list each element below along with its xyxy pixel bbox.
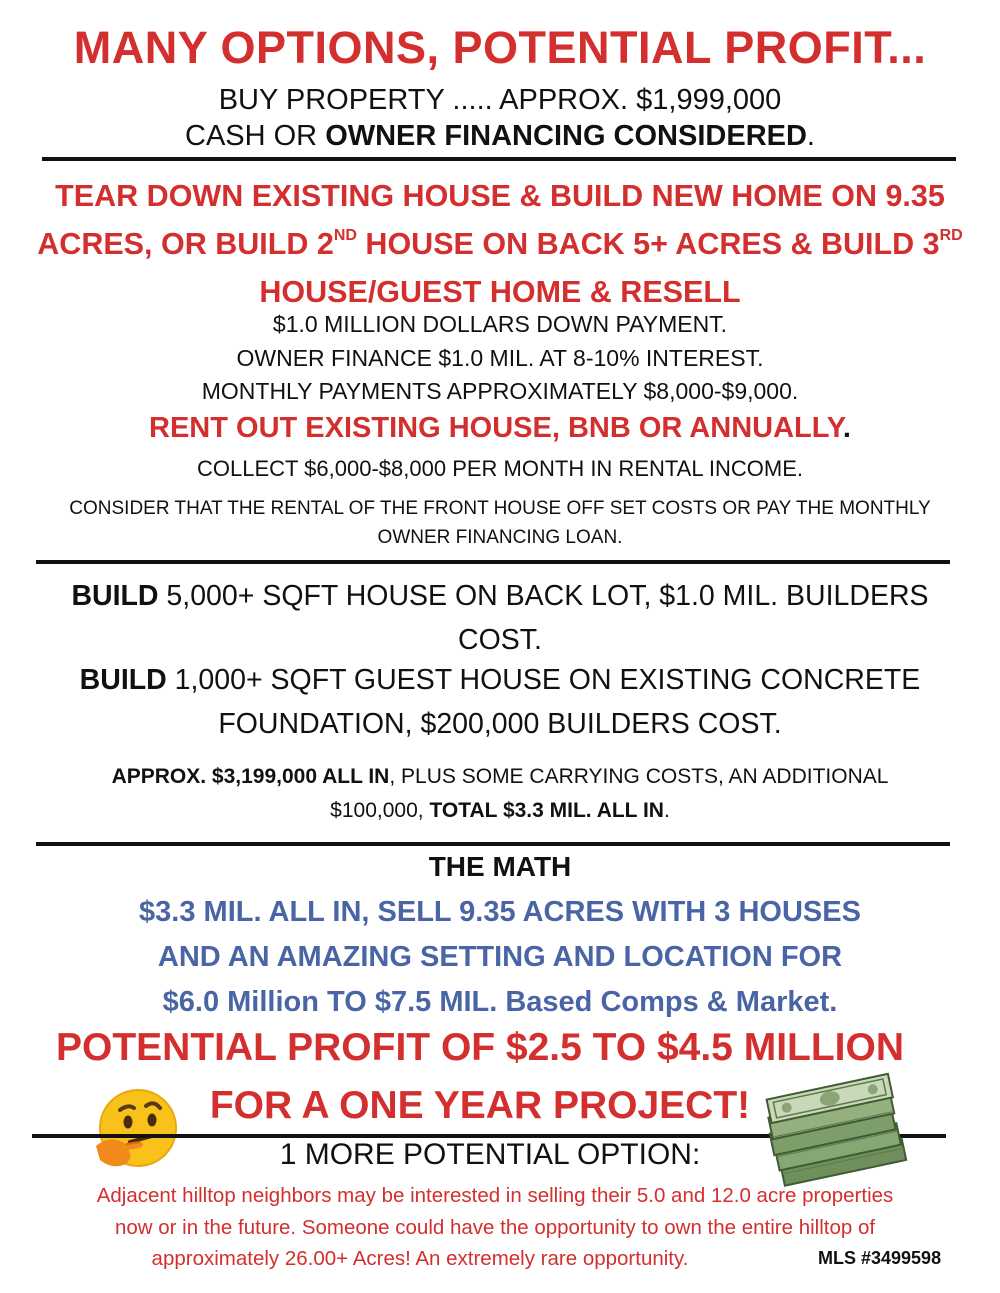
teardown-line-2a: ACRES, OR BUILD 2 [37,227,334,261]
math-line-3: $6.0 Million TO $7.5 MIL. Based Comps & Market. [162,986,838,1018]
build-guest-line-1 [30,658,970,702]
math-line-1: $3.3 MIL. ALL IN, SELL 9.35 ACRES WITH 3 HOUSES [139,896,861,928]
adjacent-neighbors-note [40,1180,950,1275]
math-line-2: AND AN AMAZING SETTING AND LOCATION FOR [157,941,843,973]
teardown-line-3: HOUSE/GUEST HOME & RESELL [259,275,741,309]
build-label: BUILD [71,580,159,612]
monthly-payments-line: MONTHLY PAYMENTS APPROXIMATELY $8,000-$9,000. [201,378,799,404]
divider-3 [36,842,950,846]
approx-line-2 [40,794,960,828]
rental-income-line: COLLECT $6,000-$8,000 PER MONTH IN RENTAL INCOME. [197,456,803,481]
mls-number: MLS #3499598 [818,1248,942,1268]
approx-bold: APPROX. $3,199,000 ALL IN [111,765,390,788]
buy-price-line: BUY PROPERTY ..... APPROX. $1,999,000 [218,84,782,116]
one-year-project-line: FOR A ONE YEAR PROJECT! [209,1084,751,1127]
cash-suffix: . [806,120,815,152]
page-title: MANY OPTIONS, POTENTIAL PROFIT... [73,22,927,73]
build-guest-house [30,658,970,746]
build-main-house [30,574,970,662]
consider-note [40,494,960,552]
money-stack-icon [760,1064,910,1192]
owner-financing-text: OWNER FINANCING CONSIDERED [325,120,807,152]
build-label: BUILD [79,664,167,696]
approx-additional: $100,000, [330,799,430,822]
consider-line-2: OWNER FINANCING LOAN. [377,527,623,548]
ordinal-rd: RD [939,227,963,244]
cash-financing-line [0,120,1000,153]
more-option-heading: 1 MORE POTENTIAL OPTION: [279,1138,701,1171]
approx-end: . [663,799,670,822]
cash-prefix: CASH OR [185,120,326,152]
adjacent-line-3: approximately 26.00+ Acres! An extremely rare opportunity. [151,1247,689,1270]
rent-suffix: . [842,412,851,444]
build-guest-text: 1,000+ SQFT GUEST HOUSE ON EXISTING CONCRETE [166,664,921,696]
divider-1 [42,157,956,161]
math-body [0,890,1000,1025]
teardown-line-2b: HOUSE ON BACK 5+ ACRES & BUILD 3 [356,227,940,261]
approx-rest: , PLUS SOME CARRYING COSTS, AN ADDITIONAL [389,765,889,788]
rent-out-line [0,412,1000,445]
math-heading: THE MATH [428,851,572,882]
rent-out-text: RENT OUT EXISTING HOUSE, BNB OR ANNUALLY [149,412,843,444]
build-main-line-1 [30,574,970,618]
ordinal-nd: ND [333,227,357,244]
teardown-line-2 [10,220,990,268]
adjacent-line-1: Adjacent hilltop neighbors may be interested in selling their 5.0 and 12.0 acre properties [96,1184,894,1207]
potential-profit-line: POTENTIAL PROFIT OF $2.5 TO $4.5 MILLION [55,1026,905,1069]
teardown-option-heading [10,172,990,316]
owner-finance-line: OWNER FINANCE $1.0 MIL. AT 8-10% INTEREST. [236,345,764,371]
teardown-line-1: TEAR DOWN EXISTING HOUSE & BUILD NEW HOME ON 9.35 [55,179,945,213]
divider-2 [36,560,950,564]
consider-line-1: CONSIDER THAT THE RENTAL OF THE FRONT HOUSE OFF SET COSTS OR PAY THE MONTHLY [69,498,931,519]
build-guest-line-2: FOUNDATION, $200,000 BUILDERS COST. [218,708,782,740]
down-payment-line: $1.0 MILLION DOLLARS DOWN PAYMENT. [272,311,728,337]
approx-line-1 [40,760,960,794]
adjacent-line-2: now or in the future. Someone could have the opportunity to own the entire hilltop of [114,1215,876,1239]
build-main-line-2: COST. [458,624,542,656]
approx-total: TOTAL $3.3 MIL. ALL IN [429,799,664,822]
build-main-text: 5,000+ SQFT HOUSE ON BACK LOT, $1.0 MIL. BUILDERS [158,580,929,612]
approx-total-note [40,760,960,828]
